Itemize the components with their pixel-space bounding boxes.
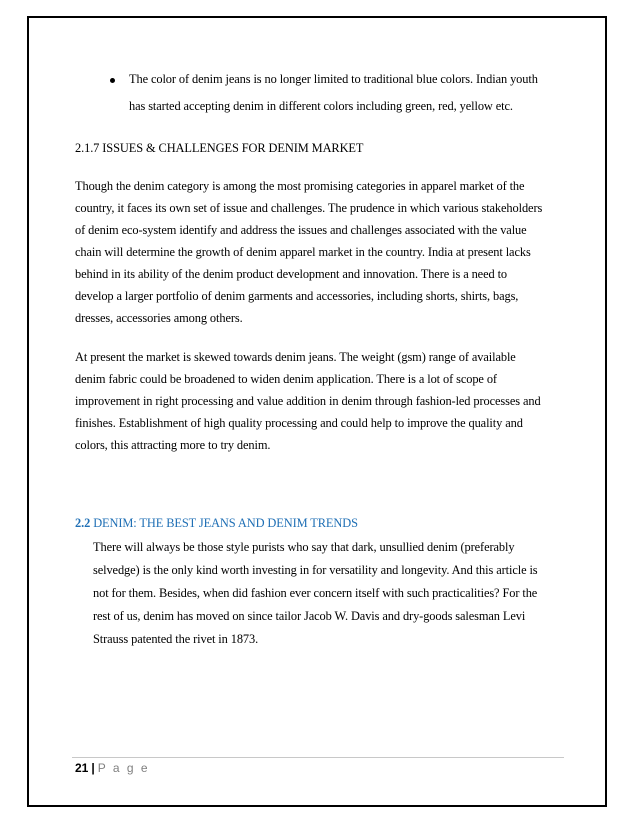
- paragraph-line: chain will determine the growth of denim apparel market in the country. India at present lacks: [75, 245, 531, 259]
- section-heading: 2.1.7 ISSUES & CHALLENGES FOR DENIM MARKET: [75, 141, 364, 155]
- bullet-line: has started accepting denim in different colors including green, red, yellow etc.: [129, 99, 513, 113]
- paragraph-line: develop a larger portfolio of denim garments and accessories, including shorts, shirts, bags,: [75, 289, 519, 303]
- section-title: DENIM: THE BEST JEANS AND DENIM TRENDS: [90, 516, 358, 530]
- page-footer: [75, 761, 150, 775]
- paragraph-line: Strauss patented the rivet in 1873.: [93, 632, 259, 646]
- paragraph-line: not for them. Besides, when did fashion ever concern itself with such practicalities? For the: [93, 586, 538, 600]
- paragraph-line: country, it faces its own set of issue and challenges. The prudence in which various stakeholders: [75, 201, 543, 215]
- paragraph-line: selvedge) is the only kind worth investing in for versatility and longevity. And this article is: [93, 563, 538, 577]
- paragraph-line: denim fabric could be broadened to widen denim application. There is a lot of scope of: [75, 372, 497, 386]
- paragraph-line: Though the denim category is among the most promising categories in apparel market of the: [75, 179, 525, 193]
- paragraph-line: improvement in right processing and value addition in denim through fashion-led processes and: [75, 394, 541, 408]
- page-label: P a g e: [97, 761, 150, 775]
- paragraph-line: of denim eco-system identify and address the issues and challenges associated with the value: [75, 223, 527, 237]
- section-number: 2.2: [75, 516, 91, 530]
- page-border: [27, 16, 607, 807]
- paragraph-line: At present the market is skewed towards denim jeans. The weight (gsm) range of available: [75, 350, 516, 364]
- paragraph-line: colors, this attracting more to try denim.: [75, 438, 271, 452]
- footer-separator: |: [91, 761, 95, 775]
- section-heading: [75, 516, 358, 531]
- paragraph-line: There will always be those style purists who say that dark, unsullied denim (preferably: [93, 540, 515, 554]
- bullet-dot: [110, 78, 115, 83]
- paragraph-line: behind in its ability of the denim product development and innovation. There is a need to: [75, 267, 508, 281]
- paragraph-line: finishes. Establishment of high quality processing and could help to improve the quality and: [75, 416, 523, 430]
- bullet-line: The color of denim jeans is no longer limited to traditional blue colors. Indian youth: [129, 72, 538, 86]
- paragraph-line: rest of us, denim has moved on since tailor Jacob W. Davis and dry-goods salesman Levi: [93, 609, 526, 623]
- footer-rule: [72, 757, 564, 758]
- page-number: 21: [75, 761, 89, 775]
- paragraph-line: dresses, accessories among others.: [75, 311, 243, 325]
